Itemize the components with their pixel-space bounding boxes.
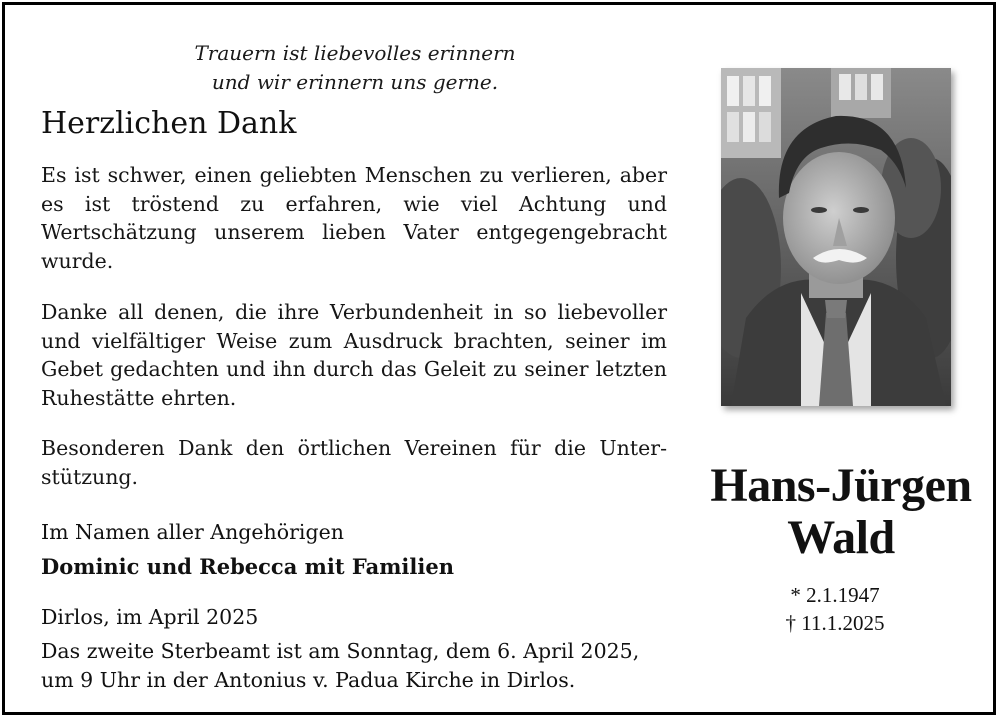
birth-date: * 2.1.1947: [790, 583, 880, 607]
deceased-name: [691, 460, 991, 564]
motto-line-2: und wir erinnern uns gerne.: [211, 70, 499, 94]
heading: Herzlichen Dank: [41, 106, 297, 141]
paragraph-1: Es ist schwer, einen geliebten Menschen zu verlieren, aber es ist tröstend zu erfahren, wie viel Achtung und Wertschätzung unserem lieben Vater entgegengebracht wurde.: [41, 163, 667, 274]
paragraph-2: Danke all denen, die ihre Verbundenheit in so liebevoller und vielfältiger Weise zum Ausdruck brachten, seiner im Gebet gedachten und ihn durch das Geleit zu seiner letzten Ruhestätte ehrten.: [41, 300, 667, 411]
deceased-last-name: Wald: [787, 511, 895, 564]
mass-notice-line-1: Das zweite Sterbeamt ist am Sonntag, dem 6. April 2025,: [41, 639, 640, 663]
paragraph-3: Besonderen Dank den örtlichen Vereinen für die Unterstützung.: [41, 436, 667, 489]
motto: [125, 39, 585, 97]
death-date: † 11.1.2025: [785, 611, 885, 635]
on-behalf-line: Im Namen aller Angehörigen: [41, 520, 344, 544]
mass-notice: [41, 637, 681, 694]
deceased-first-name: Hans-Jürgen: [710, 459, 972, 512]
motto-line-1: Trauern ist liebevolles erinnern: [194, 41, 516, 65]
life-dates: [735, 581, 935, 637]
family-signature: Dominic und Rebecca mit Familien: [41, 554, 454, 579]
place-date: Dirlos, im April 2025: [41, 605, 259, 629]
portrait-photo: [721, 68, 951, 406]
obituary-notice: [2, 2, 996, 715]
mass-notice-line-2: um 9 Uhr in der Antonius v. Padua Kirche in Dirlos.: [41, 667, 576, 692]
